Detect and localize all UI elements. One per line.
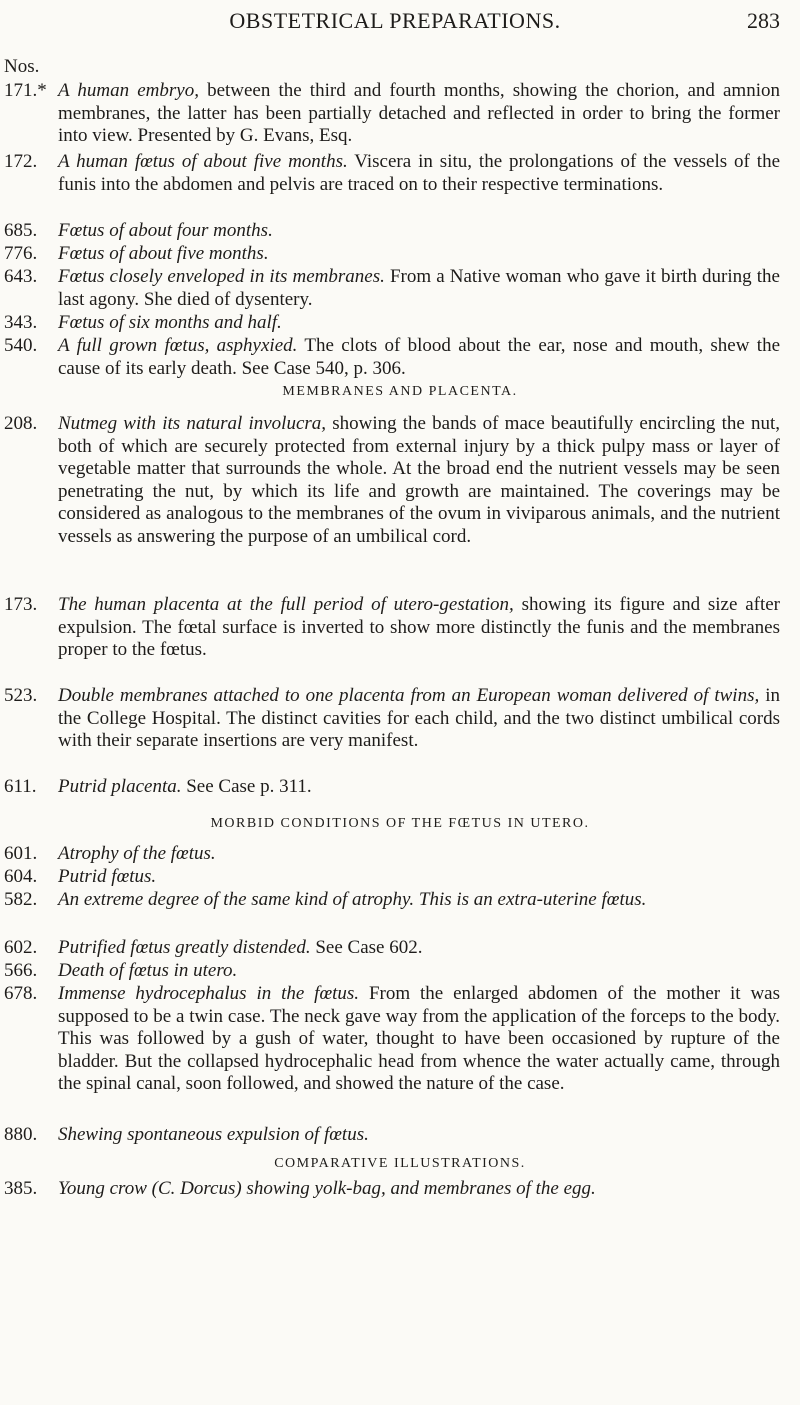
entry-number: 173. <box>4 594 38 615</box>
running-title: OBSTETRICAL PREPARATIONS. <box>229 8 561 33</box>
catalogue-entry <box>0 983 800 1096</box>
entry-number: 540. <box>4 335 38 356</box>
catalogue-entry <box>0 413 800 548</box>
entry-text: From the enlarged abdomen of the mother it was supposed to be a twin case. The neck gave way from the application of the forceps to the body. This was followed by a gush of water, thought to have been occasioned by rupture of the bladder. But the collapsed hydrocephalic head from whence the water actually came, through the spinal canal, soon followed, and showed the nature of the case. <box>58 983 780 1094</box>
entry-title: Fœtus closely enveloped in its membranes. <box>58 266 385 287</box>
numbers-column-label: Nos. <box>4 56 40 77</box>
entry-number: 171.* <box>4 80 47 101</box>
entry-title: Young crow (C. Dorcus) showing yolk-bag, and membranes of the egg. <box>58 1178 596 1199</box>
catalogue-entry <box>0 80 800 148</box>
entry-number: 880. <box>4 1124 38 1145</box>
entry-number: 385. <box>4 1178 38 1199</box>
entry-title: Fœtus of about five months. <box>58 243 269 264</box>
entry-title: A human embryo, <box>58 80 199 101</box>
entry-number: 582. <box>4 889 38 910</box>
entry-number: 208. <box>4 413 38 434</box>
entry-title: The human placenta at the full period of utero-gestation, <box>58 594 514 615</box>
entry-title: Nutmeg with its natural involucra, <box>58 413 327 434</box>
entry-text: between the third and fourth months, showing the chorion, and amnion membranes, the latter has been partially detached and reflected in order to bring the former into view. Presented by G. Evans, Esq. <box>58 80 780 146</box>
entry-text: See Case p. 311. <box>181 776 312 797</box>
entry-title: Atrophy of the fœtus. <box>58 843 216 864</box>
catalogue-entry <box>0 243 800 266</box>
entry-text: The clots of blood about the ear, nose and mouth, shew the cause of its early death. See Case 540, p. 306. <box>58 335 780 379</box>
catalogue-entry <box>0 685 800 753</box>
catalogue-entry <box>0 594 800 662</box>
entry-title: Death of fœtus in utero. <box>58 960 238 981</box>
entry-text: See Case 602. <box>310 937 423 958</box>
entry-number: 611. <box>4 776 37 797</box>
catalogue-entry <box>0 866 800 889</box>
entry-title: Double membranes attached to one placenta from an European woman delivered of twins, <box>58 685 760 706</box>
running-head <box>0 4 800 34</box>
entry-number: 601. <box>4 843 38 864</box>
entry-number: 172. <box>4 151 38 172</box>
catalogue-entry <box>0 1178 800 1201</box>
catalogue-entry <box>0 151 800 196</box>
section-heading: COMPARATIVE ILLUSTRATIONS. <box>274 1156 526 1171</box>
entry-title: Putrid fœtus. <box>58 866 157 887</box>
catalogue-entry <box>0 889 800 912</box>
entry-title: Shewing spontaneous expulsion of fœtus. <box>58 1124 369 1145</box>
entry-title: A human fœtus of about five months. <box>58 151 348 172</box>
catalogue-entry <box>0 266 800 311</box>
entry-text: Viscera in situ, the prolongations of the vessels of the funis into the abdomen and pelvis are traced on to their respective terminations. <box>58 151 781 195</box>
entry-number: 566. <box>4 960 38 981</box>
entry-number: 343. <box>4 312 38 333</box>
catalogue-entry <box>0 843 800 866</box>
catalogue-entry <box>0 960 800 983</box>
section-heading: MORBID CONDITIONS OF THE FŒTUS IN UTERO. <box>210 816 590 831</box>
entry-title: Putrified fœtus greatly distended. <box>58 937 311 958</box>
entry-number: 604. <box>4 866 38 887</box>
section-heading: MEMBRANES AND PLACENTA. <box>282 384 518 399</box>
entry-title: Immense hydrocephalus in the fœtus. <box>58 983 360 1004</box>
catalogue-entry <box>0 1124 800 1147</box>
entry-text: showing its figure and size after expulsion. The fœtal surface is inverted to show more distinctly the funis and the membranes proper to the fœtus. <box>58 594 781 660</box>
catalogue-entry <box>0 312 800 335</box>
catalogue-entry <box>0 220 800 243</box>
entry-text: From a Native woman who gave it birth during the last agony. She died of dysentery. <box>58 266 780 310</box>
entry-title: Putrid placenta. <box>58 776 182 797</box>
entry-number: 523. <box>4 685 38 706</box>
entry-text: showing the bands of mace beautifully encircling the nut, both of which are securely protected from external injury by a thick pulpy mass or layer of vegetable matter that surrounds the whole. At the broad end the nutrient vessels may be seen penetrating the nut, by which its life and growth are maintained. The coverings may be considered as analogous to the membranes of the ovum in viviparous animals, and the nutrient vessels as answering the purpose of an umbilical cord. <box>58 413 780 547</box>
catalogue-entry <box>0 776 800 799</box>
entry-number: 685. <box>4 220 38 241</box>
entry-text: in the College Hospital. The distinct cavities for each child, and the two distinct umbilical cords with their separate insertions are very manifest. <box>58 685 780 751</box>
entry-title: An extreme degree of the same kind of atrophy. This is an extra-uterine fœtus. <box>58 889 647 910</box>
entry-title: A full grown fœtus, asphyxied. <box>58 335 298 356</box>
entry-title: Fœtus of six months and half. <box>58 312 282 333</box>
entry-number: 602. <box>4 937 38 958</box>
entry-title: Fœtus of about four months. <box>58 220 273 241</box>
entry-number: 776. <box>4 243 38 264</box>
catalogue-entry <box>0 335 800 380</box>
entry-number: 643. <box>4 266 38 287</box>
entry-number: 678. <box>4 983 38 1004</box>
catalogue-entry <box>0 937 800 960</box>
page-number: 283 <box>747 8 780 33</box>
